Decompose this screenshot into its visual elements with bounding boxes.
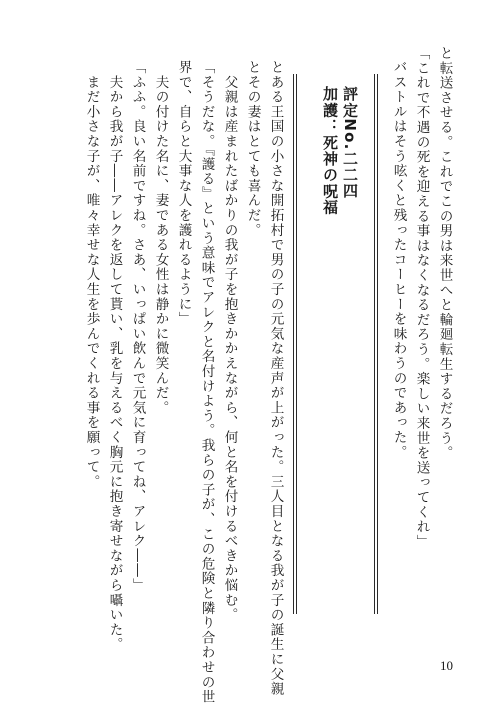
section-rule-left-inner <box>293 74 294 614</box>
body-line-7: 「そうだな。『護る』という意味でアレクと名付けよう。我らの子が、この危険と隣り合わせの世 <box>198 60 215 705</box>
body-line-9: 夫の付けた名に、妻である女性は静かに微笑んだ。 <box>152 60 169 416</box>
body-line-1: と転送させる。これでこの男は来世へと輪廻転生するだろう。 <box>436 46 453 461</box>
body-line-5: とその妻はとても喜んだ。 <box>244 60 261 238</box>
body-line-2: 「これで不遇の死を迎える事はなくなるだろう。楽しい来世を送ってくれ」 <box>413 46 430 550</box>
body-line-12: まだ小さな子が、唯々幸せな人生を歩んでくれる事を願って。 <box>83 60 100 490</box>
section-rule-right-outer <box>377 74 378 614</box>
section-heading: 評定No.二二四 <box>341 86 359 200</box>
body-line-6: 父親は産まれたばかりの我が子を抱きかかえながら、何と名を付けるべきか悩む。 <box>221 60 238 623</box>
section-rule-right-inner <box>374 74 375 614</box>
section-rule-left-outer <box>296 74 297 614</box>
page-number: 10 <box>440 658 453 673</box>
body-line-4: とある王国の小さな開拓村で男の子の元気な産声が上がった。三人目となる我が子の誕生に父親 <box>267 60 284 697</box>
body-line-10: 「ふふ。良い名前ですね。さあ、いっぱい飲んで元気に育ってね、アレク――」 <box>129 60 146 593</box>
body-line-11: 夫から我が子――アレクを返して貰い、乳を与えるべく胸元に抱き寄せながら囁いた。 <box>106 60 123 652</box>
body-line-3: バストルはそう呟くと残ったコーヒーを味わうのであった。 <box>390 60 407 460</box>
body-line-8: 界で、自らと大事な人を護れるように」 <box>175 60 192 327</box>
section-subheading: 加護：死神の呪福 <box>321 86 339 216</box>
